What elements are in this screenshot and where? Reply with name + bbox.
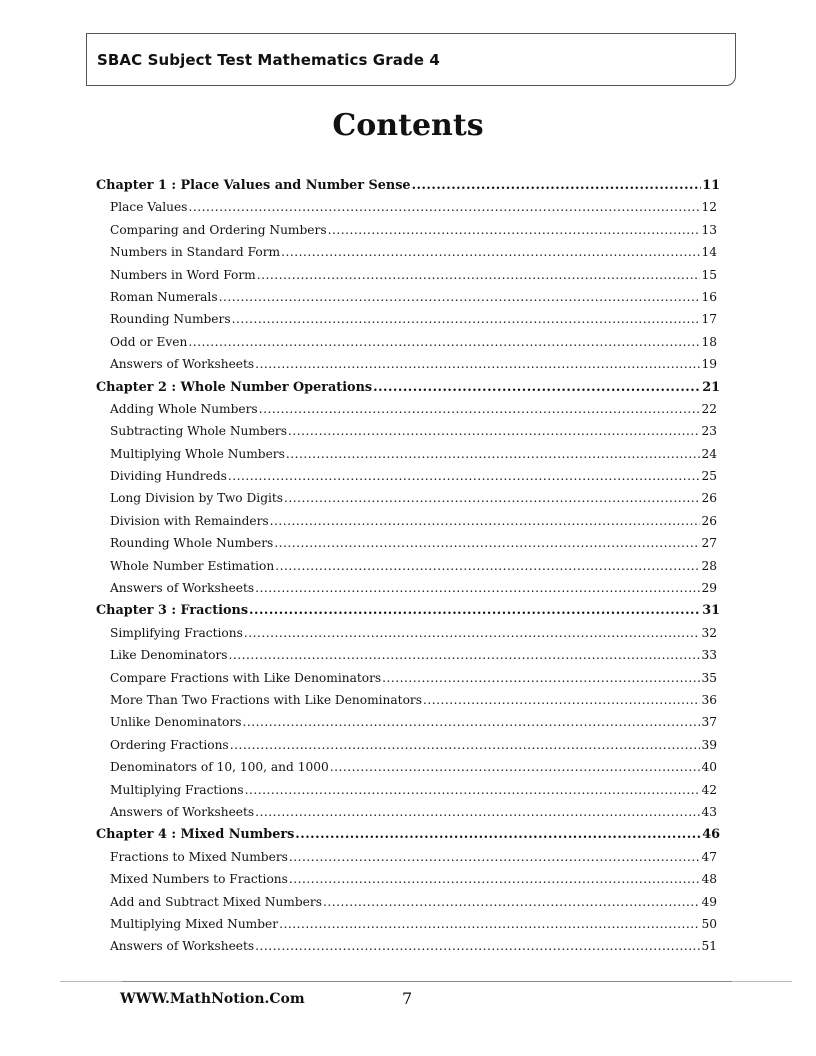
toc-section-entry bbox=[96, 738, 720, 760]
toc-dot-leader bbox=[323, 895, 701, 909]
toc-entry-page: 26 bbox=[701, 491, 717, 506]
toc-section-entry bbox=[96, 850, 720, 872]
running-header bbox=[86, 33, 736, 86]
toc-entry-label: Long Division by Two Digits bbox=[110, 491, 284, 506]
toc-section-entry bbox=[96, 536, 720, 558]
toc-dot-leader bbox=[279, 917, 700, 931]
toc-chapter-entry bbox=[96, 603, 720, 625]
toc-dot-leader bbox=[295, 827, 701, 842]
toc-dot-leader bbox=[281, 245, 700, 259]
toc-entry-page: 13 bbox=[701, 222, 717, 237]
toc-entry-page: 21 bbox=[702, 379, 720, 395]
toc-dot-leader bbox=[373, 380, 701, 395]
toc-dot-leader bbox=[188, 200, 700, 214]
footer-website: WWW.MathNotion.Com bbox=[120, 991, 305, 1007]
toc-entry-page: 37 bbox=[701, 715, 717, 730]
toc-chapter-entry bbox=[96, 380, 720, 402]
toc-dot-leader bbox=[219, 290, 701, 304]
toc-entry-label: Chapter 3 : Fractions bbox=[96, 603, 249, 619]
toc-entry-label: Numbers in Standard Form bbox=[110, 245, 281, 260]
toc-dot-leader bbox=[188, 335, 700, 349]
toc-entry-label: Answers of Worksheets bbox=[110, 939, 255, 954]
toc-entry-page: 24 bbox=[701, 446, 717, 461]
toc-entry-label: Roman Numerals bbox=[110, 289, 218, 304]
toc-entry-label: Add and Subtract Mixed Numbers bbox=[110, 894, 322, 909]
toc-entry-label: Rounding Numbers bbox=[110, 312, 231, 327]
toc-entry-page: 19 bbox=[701, 357, 717, 372]
toc-entry-page: 14 bbox=[701, 245, 717, 260]
toc-chapter-entry bbox=[96, 827, 720, 849]
toc-entry-label: Answers of Worksheets bbox=[110, 804, 255, 819]
toc-entry-page: 42 bbox=[701, 782, 717, 797]
toc-entry-page: 15 bbox=[701, 267, 717, 282]
toc-dot-leader bbox=[249, 603, 701, 618]
toc-entry-page: 17 bbox=[701, 312, 717, 327]
toc-entry-page: 31 bbox=[702, 603, 720, 619]
toc-entry-label: Denominators of 10, 100, and 1000 bbox=[110, 760, 329, 775]
toc-entry-page: 26 bbox=[701, 513, 717, 528]
toc-section-entry bbox=[96, 895, 720, 917]
toc-entry-page: 22 bbox=[701, 401, 717, 416]
toc-dot-leader bbox=[242, 715, 700, 729]
toc-dot-leader bbox=[259, 402, 701, 416]
toc-section-entry bbox=[96, 693, 720, 715]
toc-section-entry bbox=[96, 245, 720, 267]
toc-entry-label: Mixed Numbers to Fractions bbox=[110, 872, 288, 887]
toc-entry-page: 18 bbox=[701, 334, 717, 349]
footer-rule-left bbox=[60, 981, 122, 982]
toc-dot-leader bbox=[245, 783, 701, 797]
toc-entry-page: 50 bbox=[701, 916, 717, 931]
toc-section-entry bbox=[96, 760, 720, 782]
toc-entry-page: 35 bbox=[701, 670, 717, 685]
toc-entry-page: 29 bbox=[701, 581, 717, 596]
toc-section-entry bbox=[96, 939, 720, 961]
toc-section-entry bbox=[96, 357, 720, 379]
toc-dot-leader bbox=[270, 514, 701, 528]
toc-entry-label: Odd or Even bbox=[110, 334, 188, 349]
toc-entry-page: 32 bbox=[701, 625, 717, 640]
toc-section-entry bbox=[96, 626, 720, 648]
toc-entry-page: 36 bbox=[701, 692, 717, 707]
toc-dot-leader bbox=[255, 805, 700, 819]
toc-section-entry bbox=[96, 223, 720, 245]
footer-rule bbox=[122, 981, 732, 982]
toc-chapter-entry bbox=[96, 178, 720, 200]
toc-entry-label: Multiplying Mixed Number bbox=[110, 916, 279, 931]
toc-entry-label: Unlike Denominators bbox=[110, 715, 242, 730]
toc-dot-leader bbox=[228, 469, 701, 483]
toc-section-entry bbox=[96, 559, 720, 581]
toc-entry-page: 28 bbox=[701, 558, 717, 573]
toc-dot-leader bbox=[423, 693, 700, 707]
toc-entry-page: 43 bbox=[701, 804, 717, 819]
toc-entry-page: 23 bbox=[701, 424, 717, 439]
toc-entry-page: 46 bbox=[702, 827, 720, 843]
toc-section-entry bbox=[96, 872, 720, 894]
toc-dot-leader bbox=[275, 559, 700, 573]
toc-section-entry bbox=[96, 805, 720, 827]
toc-entry-label: Chapter 1 : Place Values and Number Sense bbox=[96, 178, 411, 193]
toc-section-entry bbox=[96, 581, 720, 603]
toc-section-entry bbox=[96, 671, 720, 693]
toc-entry-label: Chapter 4 : Mixed Numbers bbox=[96, 827, 295, 843]
toc-section-entry bbox=[96, 715, 720, 737]
toc-entry-page: 11 bbox=[702, 178, 720, 193]
toc-entry-page: 48 bbox=[701, 872, 717, 887]
toc-entry-label: Like Denominators bbox=[110, 648, 228, 663]
toc-dot-leader bbox=[255, 939, 700, 953]
toc-section-entry bbox=[96, 469, 720, 491]
toc-entry-label: Fractions to Mixed Numbers bbox=[110, 849, 288, 864]
toc-entry-page: 40 bbox=[701, 760, 717, 775]
toc-section-entry bbox=[96, 514, 720, 536]
toc-entry-label: Answers of Worksheets bbox=[110, 357, 255, 372]
footer-rule-right bbox=[732, 981, 792, 982]
toc-entry-label: Subtracting Whole Numbers bbox=[110, 424, 287, 439]
toc-entry-label: Ordering Fractions bbox=[110, 737, 229, 752]
toc-entry-page: 47 bbox=[701, 849, 717, 864]
toc-section-entry bbox=[96, 200, 720, 222]
toc-dot-leader bbox=[288, 424, 700, 438]
toc-section-entry bbox=[96, 447, 720, 469]
toc-section-entry bbox=[96, 335, 720, 357]
toc-entry-page: 33 bbox=[701, 648, 717, 663]
toc-section-entry bbox=[96, 491, 720, 513]
toc-dot-leader bbox=[255, 581, 700, 595]
toc-dot-leader bbox=[286, 447, 701, 461]
toc-dot-leader bbox=[289, 872, 701, 886]
toc-entry-label: Rounding Whole Numbers bbox=[110, 536, 274, 551]
toc-entry-page: 12 bbox=[701, 200, 717, 215]
toc-dot-leader bbox=[229, 648, 701, 662]
toc-entry-page: 49 bbox=[701, 894, 717, 909]
toc-entry-label: Dividing Hundreds bbox=[110, 469, 227, 484]
toc-dot-leader bbox=[328, 223, 701, 237]
toc-entry-label: Comparing and Ordering Numbers bbox=[110, 222, 327, 237]
table-of-contents bbox=[96, 178, 720, 962]
page-title: Contents bbox=[332, 108, 484, 143]
toc-dot-leader bbox=[274, 536, 700, 550]
toc-dot-leader bbox=[232, 312, 701, 326]
toc-dot-leader bbox=[244, 626, 701, 640]
page-number: 7 bbox=[402, 989, 413, 1008]
toc-section-entry bbox=[96, 783, 720, 805]
toc-dot-leader bbox=[330, 760, 701, 774]
toc-entry-label: Whole Number Estimation bbox=[110, 558, 275, 573]
toc-entry-label: More Than Two Fractions with Like Denominators bbox=[110, 692, 422, 707]
toc-entry-page: 51 bbox=[701, 939, 717, 954]
toc-section-entry bbox=[96, 648, 720, 670]
toc-section-entry bbox=[96, 402, 720, 424]
toc-entry-page: 39 bbox=[701, 737, 717, 752]
toc-entry-label: Place Values bbox=[110, 200, 188, 215]
toc-entry-label: Simplifying Fractions bbox=[110, 625, 243, 640]
book-title: SBAC Subject Test Mathematics Grade 4 bbox=[97, 51, 440, 69]
toc-entry-label: Multiplying Fractions bbox=[110, 782, 244, 797]
toc-entry-label: Answers of Worksheets bbox=[110, 581, 255, 596]
toc-entry-label: Multiplying Whole Numbers bbox=[110, 446, 285, 461]
toc-entry-page: 16 bbox=[701, 289, 717, 304]
toc-section-entry bbox=[96, 424, 720, 446]
toc-dot-leader bbox=[412, 178, 702, 193]
toc-section-entry bbox=[96, 268, 720, 290]
toc-dot-leader bbox=[257, 268, 701, 282]
toc-dot-leader bbox=[382, 671, 700, 685]
toc-dot-leader bbox=[284, 491, 700, 505]
toc-entry-label: Numbers in Word Form bbox=[110, 267, 256, 282]
toc-dot-leader bbox=[230, 738, 701, 752]
toc-section-entry bbox=[96, 290, 720, 312]
toc-entry-label: Compare Fractions with Like Denominators bbox=[110, 670, 382, 685]
toc-entry-label: Division with Remainders bbox=[110, 513, 269, 528]
toc-section-entry bbox=[96, 917, 720, 939]
toc-entry-label: Chapter 2 : Whole Number Operations bbox=[96, 379, 373, 395]
toc-entry-page: 27 bbox=[701, 536, 717, 551]
toc-entry-label: Adding Whole Numbers bbox=[110, 401, 258, 416]
toc-dot-leader bbox=[255, 357, 700, 371]
toc-section-entry bbox=[96, 312, 720, 334]
toc-dot-leader bbox=[289, 850, 701, 864]
toc-entry-page: 25 bbox=[701, 469, 717, 484]
